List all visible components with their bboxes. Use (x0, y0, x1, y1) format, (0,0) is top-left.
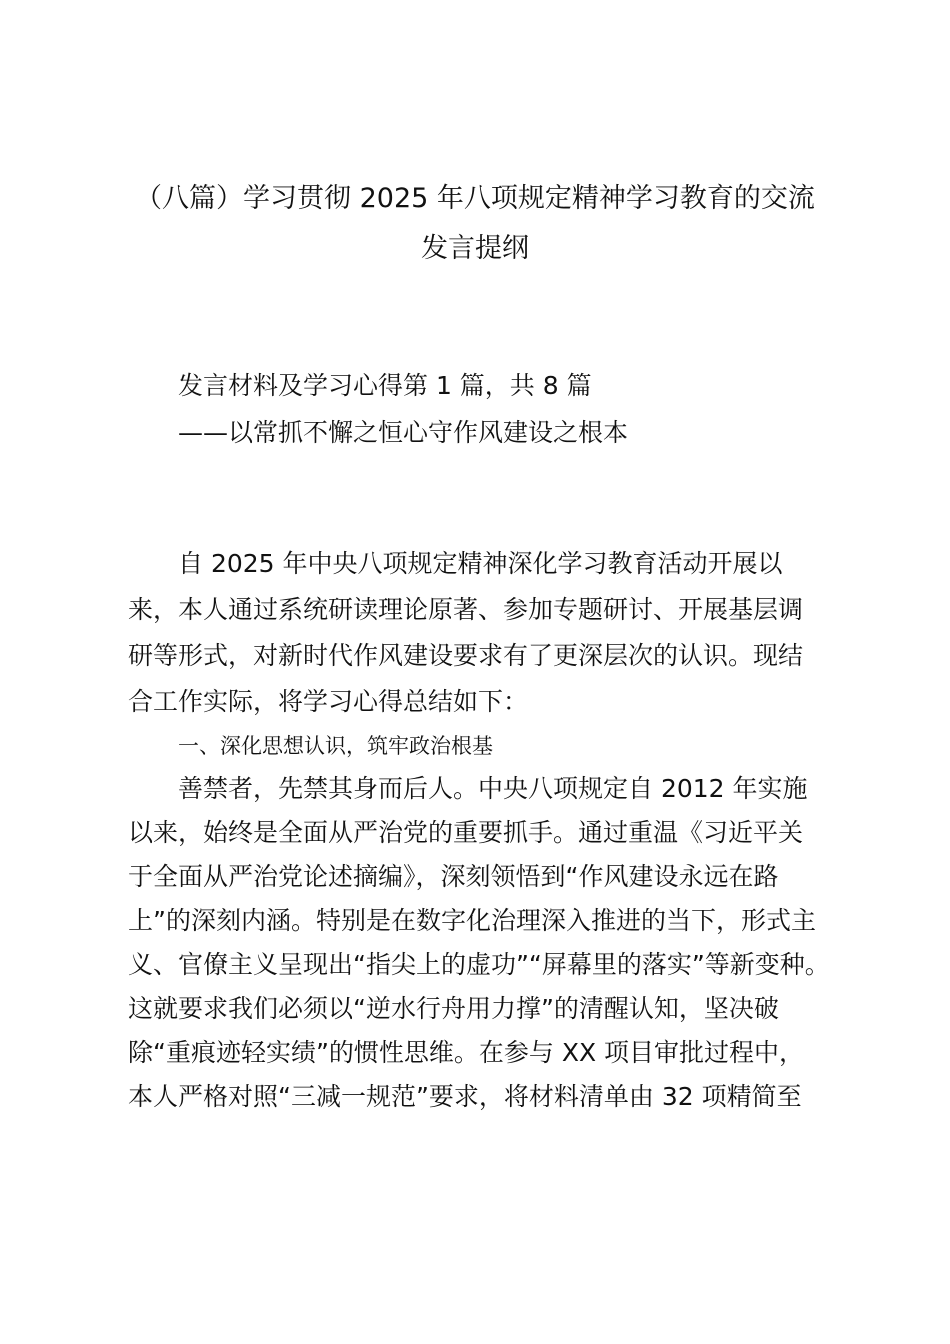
section-line: 这就要求我们必须以“逆水行舟用力撑”的清醒认知，坚决破 (128, 994, 779, 1023)
section-line: 以来，始终是全面从严治党的重要抓手。通过重温《习近平关 (128, 818, 804, 847)
section-line: 除“重痕迹轻实绩”的惯性思维。在参与 XX 项目审批过程中， (128, 1038, 805, 1067)
body-line: 自 2025 年中央八项规定精神深化学习教育活动开展以 (178, 549, 783, 578)
section-line: 义、官僚主义呈现出“指尖上的虚功”“屏幕里的落实”等新变种。 (128, 950, 830, 979)
section-line: 于全面从严治党论述摘编》，深刻领悟到“作风建设永远在路 (128, 862, 779, 891)
document-title-line-2: 发言提纲 (421, 233, 529, 264)
subtitle-line-1: 发言材料及学习心得第 1 篇，共 8 篇 (178, 371, 592, 400)
section-line: 上”的深刻内涵。特别是在数字化治理深入推进的当下，形式主 (128, 906, 816, 935)
body-line: 研等形式，对新时代作风建设要求有了更深层次的认识。现结 (128, 641, 804, 670)
section-line: 善禁者，先禁其身而后人。中央八项规定自 2012 年实施 (178, 774, 808, 803)
subtitle-line-2: ——以常抓不懈之恒心守作风建设之根本 (178, 418, 629, 447)
section-heading: 一、深化思想认识，筑牢政治根基 (178, 734, 493, 758)
body-line: 来，本人通过系统研读理论原著、参加专题研讨、开展基层调 (128, 595, 804, 624)
body-line: 合工作实际，将学习心得总结如下： (128, 687, 529, 716)
section-line: 本人严格对照“三减一规范”要求，将材料清单由 32 项精简至 (128, 1082, 802, 1111)
document-title-line-1: （八篇）学习贯彻 2025 年八项规定精神学习教育的交流 (135, 183, 815, 214)
